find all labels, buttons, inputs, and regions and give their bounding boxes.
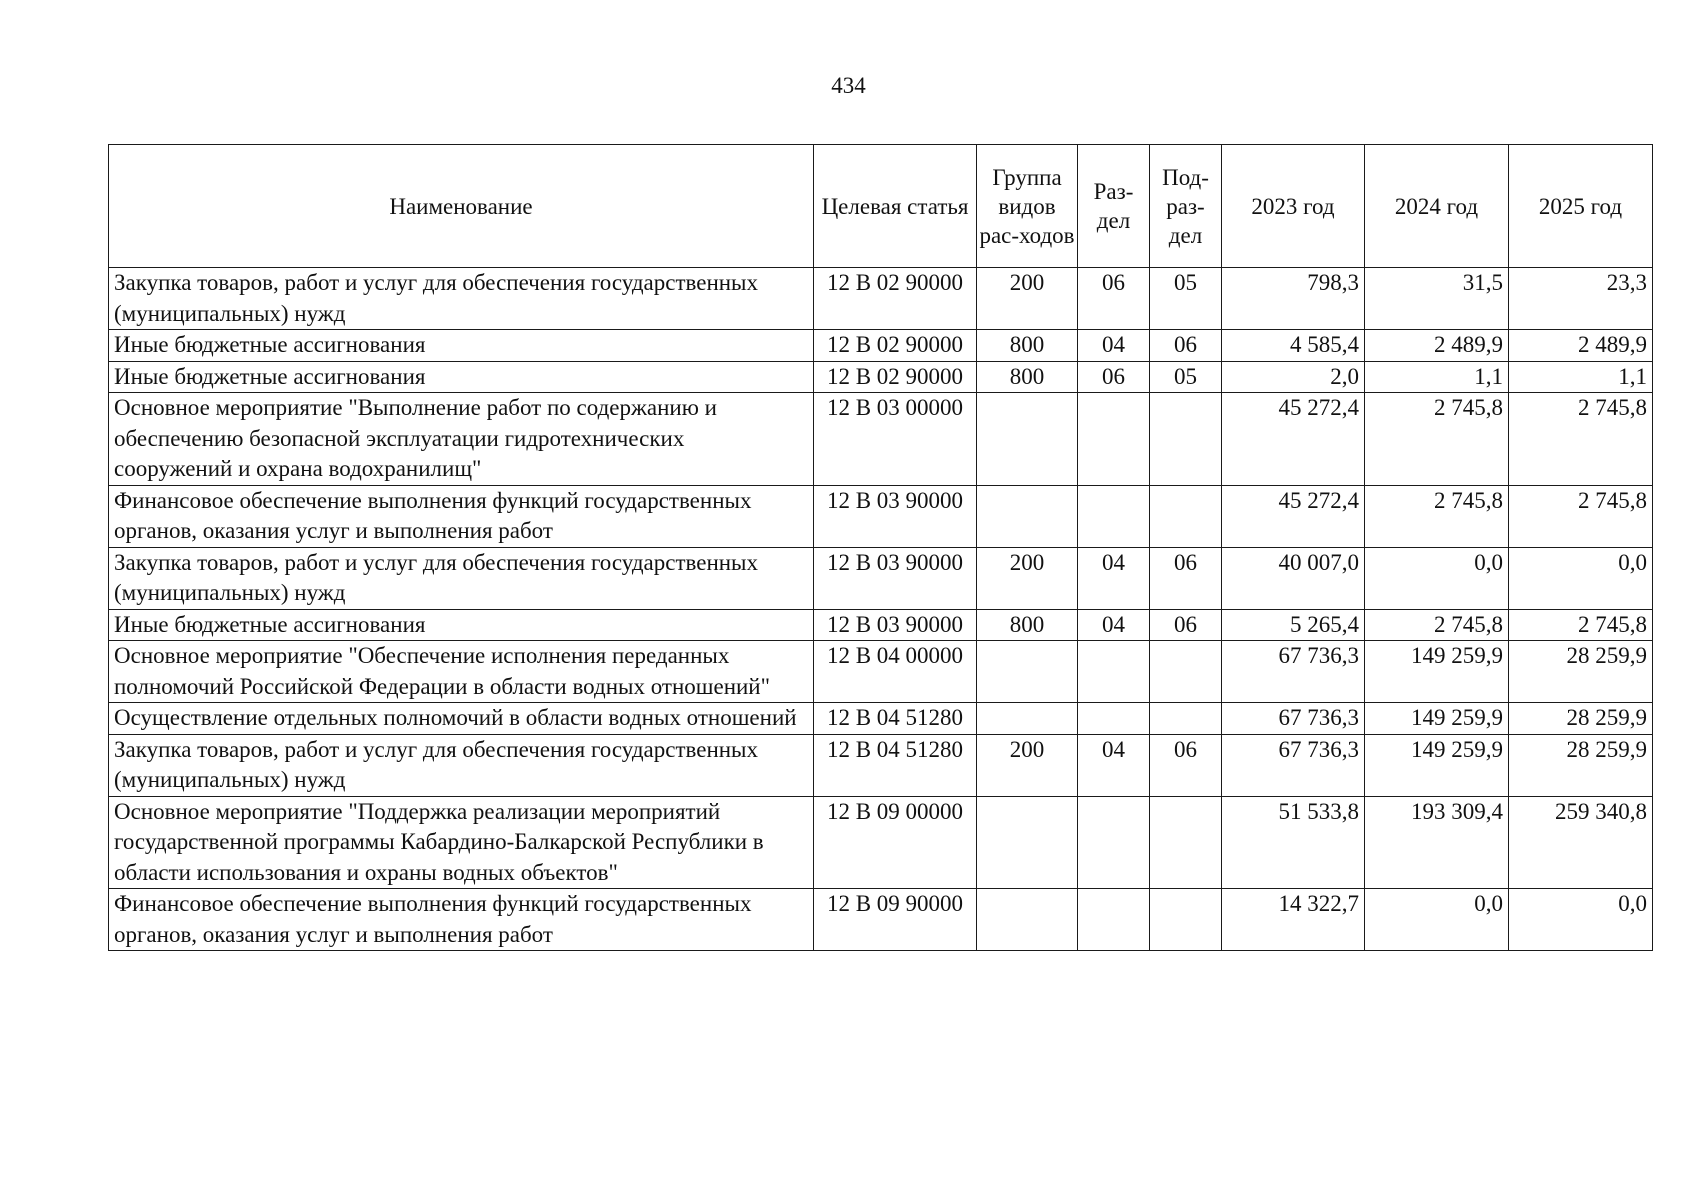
cell-subsection <box>1150 641 1222 703</box>
cell-name: Финансовое обеспечение выполнения функций государственных органов, оказания услуг и выполнения работ <box>109 485 814 547</box>
cell-2025: 1,1 <box>1509 361 1653 393</box>
cell-section: 04 <box>1078 734 1150 796</box>
cell-2024: 149 259,9 <box>1365 703 1509 735</box>
table-row <box>109 547 1653 609</box>
cell-2023: 5 265,4 <box>1222 609 1365 641</box>
cell-group <box>977 485 1078 547</box>
cell-2023: 67 736,3 <box>1222 641 1365 703</box>
cell-target: 12 В 09 90000 <box>814 889 977 951</box>
cell-2024: 2 745,8 <box>1365 609 1509 641</box>
cell-group: 200 <box>977 268 1078 330</box>
cell-2024: 193 309,4 <box>1365 796 1509 889</box>
cell-group: 800 <box>977 361 1078 393</box>
cell-2025: 0,0 <box>1509 547 1653 609</box>
cell-section <box>1078 393 1150 486</box>
cell-2023: 40 007,0 <box>1222 547 1365 609</box>
cell-2025: 28 259,9 <box>1509 641 1653 703</box>
cell-2024: 149 259,9 <box>1365 641 1509 703</box>
cell-name: Основное мероприятие "Поддержка реализации мероприятий государственной программы Кабардино-Балкарской Республики в области использования и охраны водных объектов" <box>109 796 814 889</box>
cell-target: 12 В 03 90000 <box>814 609 977 641</box>
cell-group <box>977 641 1078 703</box>
cell-2025: 2 745,8 <box>1509 485 1653 547</box>
cell-group <box>977 393 1078 486</box>
table-row <box>109 268 1653 330</box>
cell-name: Закупка товаров, работ и услуг для обеспечения государственных (муниципальных) нужд <box>109 268 814 330</box>
cell-section <box>1078 485 1150 547</box>
cell-2024: 0,0 <box>1365 547 1509 609</box>
header-name: Наименование <box>109 145 814 268</box>
budget-table <box>108 144 1653 951</box>
cell-section: 06 <box>1078 268 1150 330</box>
header-subsection: Под-раз-дел <box>1150 145 1222 268</box>
cell-subsection: 05 <box>1150 268 1222 330</box>
cell-target: 12 В 03 90000 <box>814 485 977 547</box>
cell-2024: 2 745,8 <box>1365 485 1509 547</box>
table-row <box>109 361 1653 393</box>
cell-target: 12 В 04 00000 <box>814 641 977 703</box>
cell-group: 200 <box>977 547 1078 609</box>
cell-2023: 67 736,3 <box>1222 703 1365 735</box>
cell-group: 800 <box>977 330 1078 362</box>
cell-name: Основное мероприятие "Выполнение работ по содержанию и обеспечению безопасной эксплуатации гидротехнических сооружений и охрана водохранилищ" <box>109 393 814 486</box>
cell-2024: 2 489,9 <box>1365 330 1509 362</box>
cell-section: 04 <box>1078 609 1150 641</box>
cell-2025: 0,0 <box>1509 889 1653 951</box>
cell-target: 12 В 04 51280 <box>814 734 977 796</box>
cell-2023: 67 736,3 <box>1222 734 1365 796</box>
cell-name: Иные бюджетные ассигнования <box>109 609 814 641</box>
cell-2023: 45 272,4 <box>1222 393 1365 486</box>
cell-2025: 23,3 <box>1509 268 1653 330</box>
cell-subsection: 06 <box>1150 609 1222 641</box>
cell-2023: 2,0 <box>1222 361 1365 393</box>
table-row <box>109 703 1653 735</box>
cell-2025: 28 259,9 <box>1509 734 1653 796</box>
table-row <box>109 485 1653 547</box>
cell-subsection: 06 <box>1150 547 1222 609</box>
cell-target: 12 В 02 90000 <box>814 330 977 362</box>
cell-subsection <box>1150 393 1222 486</box>
cell-section <box>1078 889 1150 951</box>
cell-subsection <box>1150 889 1222 951</box>
cell-subsection <box>1150 796 1222 889</box>
cell-2024: 2 745,8 <box>1365 393 1509 486</box>
header-row <box>109 145 1653 268</box>
cell-target: 12 В 02 90000 <box>814 268 977 330</box>
cell-section: 06 <box>1078 361 1150 393</box>
cell-2025: 28 259,9 <box>1509 703 1653 735</box>
header-2024: 2024 год <box>1365 145 1509 268</box>
table-row <box>109 796 1653 889</box>
header-group: Группа видов рас-ходов <box>977 145 1078 268</box>
cell-subsection <box>1150 703 1222 735</box>
table-row <box>109 609 1653 641</box>
cell-2025: 2 745,8 <box>1509 393 1653 486</box>
cell-2023: 798,3 <box>1222 268 1365 330</box>
cell-name: Финансовое обеспечение выполнения функций государственных органов, оказания услуг и выполнения работ <box>109 889 814 951</box>
cell-group: 200 <box>977 734 1078 796</box>
cell-section <box>1078 703 1150 735</box>
cell-target: 12 В 03 00000 <box>814 393 977 486</box>
cell-subsection: 06 <box>1150 330 1222 362</box>
cell-section: 04 <box>1078 547 1150 609</box>
cell-2025: 2 745,8 <box>1509 609 1653 641</box>
cell-name: Иные бюджетные ассигнования <box>109 361 814 393</box>
cell-section <box>1078 641 1150 703</box>
table-row <box>109 734 1653 796</box>
table-row <box>109 330 1653 362</box>
cell-target: 12 В 03 90000 <box>814 547 977 609</box>
cell-target: 12 В 04 51280 <box>814 703 977 735</box>
page-number: 434 <box>831 73 866 98</box>
table-row <box>109 889 1653 951</box>
cell-2024: 0,0 <box>1365 889 1509 951</box>
cell-2025: 2 489,9 <box>1509 330 1653 362</box>
cell-2023: 14 322,7 <box>1222 889 1365 951</box>
cell-group <box>977 889 1078 951</box>
cell-subsection <box>1150 485 1222 547</box>
cell-target: 12 В 02 90000 <box>814 361 977 393</box>
cell-2023: 4 585,4 <box>1222 330 1365 362</box>
cell-name: Закупка товаров, работ и услуг для обеспечения государственных (муниципальных) нужд <box>109 734 814 796</box>
cell-name: Основное мероприятие "Обеспечение исполнения переданных полномочий Российской Федерации в области водных отношений" <box>109 641 814 703</box>
cell-2025: 259 340,8 <box>1509 796 1653 889</box>
header-target: Целевая статья <box>814 145 977 268</box>
cell-section: 04 <box>1078 330 1150 362</box>
cell-subsection: 06 <box>1150 734 1222 796</box>
cell-2023: 45 272,4 <box>1222 485 1365 547</box>
table-row <box>109 393 1653 486</box>
cell-2024: 1,1 <box>1365 361 1509 393</box>
cell-target: 12 В 09 00000 <box>814 796 977 889</box>
cell-name: Закупка товаров, работ и услуг для обеспечения государственных (муниципальных) нужд <box>109 547 814 609</box>
cell-2024: 149 259,9 <box>1365 734 1509 796</box>
cell-name: Иные бюджетные ассигнования <box>109 330 814 362</box>
table-body <box>109 268 1653 951</box>
header-2025: 2025 год <box>1509 145 1653 268</box>
header-section: Раз-дел <box>1078 145 1150 268</box>
header-2023: 2023 год <box>1222 145 1365 268</box>
cell-subsection: 05 <box>1150 361 1222 393</box>
cell-section <box>1078 796 1150 889</box>
cell-2024: 31,5 <box>1365 268 1509 330</box>
cell-name: Осуществление отдельных полномочий в области водных отношений <box>109 703 814 735</box>
cell-group: 800 <box>977 609 1078 641</box>
cell-group <box>977 796 1078 889</box>
cell-group <box>977 703 1078 735</box>
table-row <box>109 641 1653 703</box>
cell-2023: 51 533,8 <box>1222 796 1365 889</box>
